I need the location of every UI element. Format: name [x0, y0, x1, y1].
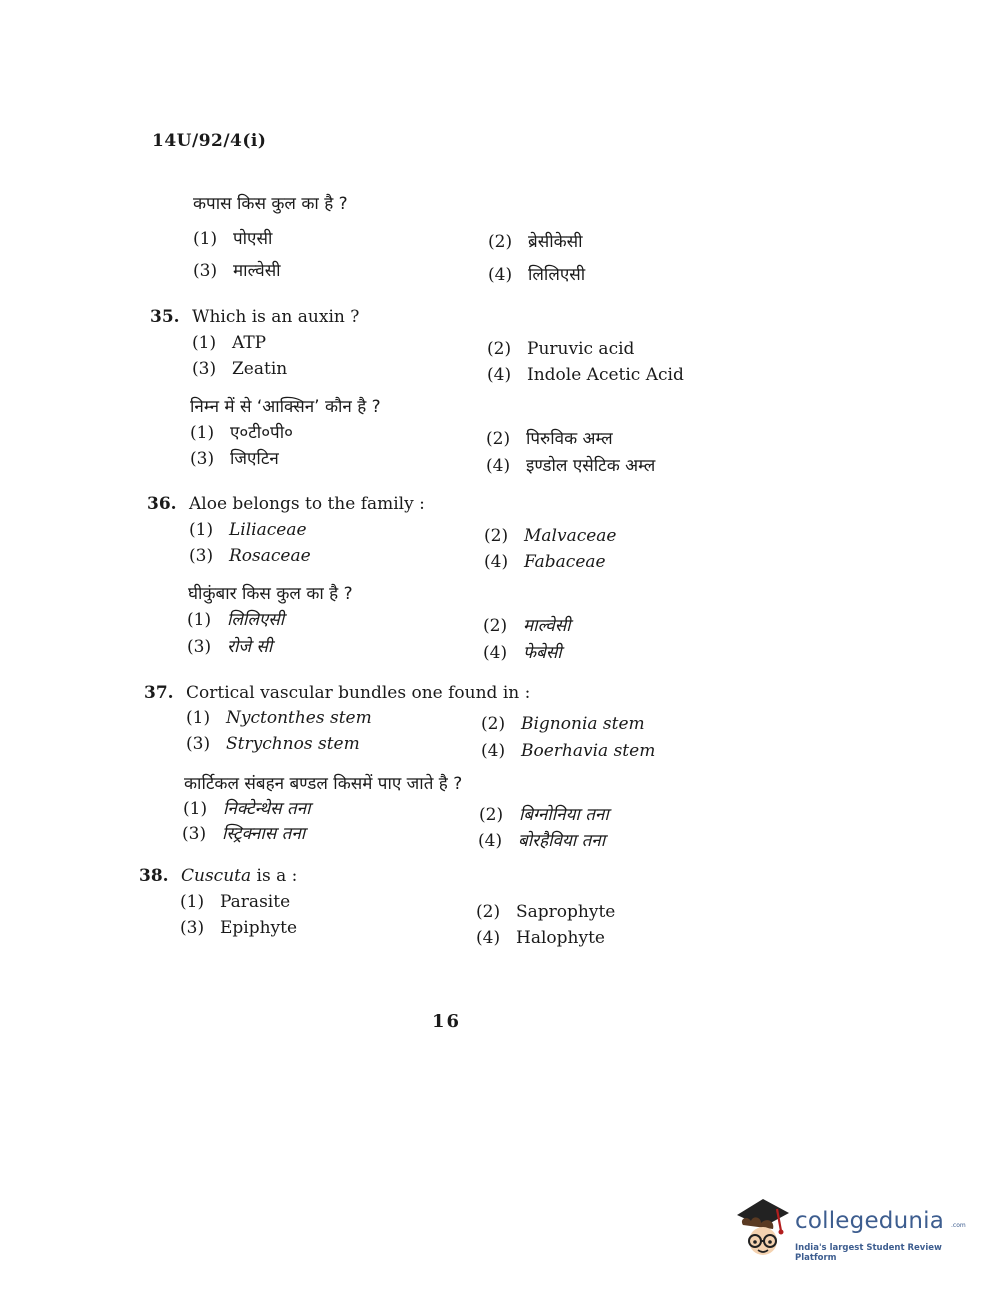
q37-hindi-option-4: (4) बोरहैविया तना — [478, 831, 606, 851]
q38-text: 38. Cuscuta is a : — [139, 866, 298, 886]
graduate-mascot-icon — [733, 1195, 793, 1267]
q36-hindi-option-1: (1) लिलिएसी — [187, 610, 285, 630]
q35-text: 35. Which is an auxin ? — [150, 307, 360, 327]
q35-hindi-option-1: (1) ए०टी०पी० — [190, 423, 293, 443]
q36-option-1: (1) Liliaceae — [189, 520, 307, 540]
q36-hindi-option-3: (3) रोजे सी — [187, 637, 273, 657]
q38-option-4: (4) Halophyte — [476, 928, 605, 948]
collegedunia-domain-suffix: .com — [951, 1222, 966, 1229]
q37-hindi-option-2: (2) बिग्नोनिया तना — [479, 805, 609, 825]
q36-text: 36. Aloe belongs to the family : — [147, 494, 425, 514]
q36-hindi-option-4: (4) फेबेसी — [483, 643, 562, 663]
collegedunia-watermark — [733, 1195, 966, 1267]
q37-option-1: (1) Nyctonthes stem — [186, 708, 372, 728]
paper-code: 14U/92/4(i) — [152, 131, 267, 151]
collegedunia-tagline: India's largest Student Review Platform — [795, 1243, 942, 1263]
q37-hindi-text: कार्टिकल संबहन बण्डल किसमें पाए जाते है ? — [184, 774, 463, 794]
q34-hindi-text: कपास किस कुल का है ? — [193, 194, 348, 214]
page-number: 16 — [432, 1011, 462, 1032]
q36-hindi-option-2: (2) माल्वेसी — [483, 616, 571, 636]
q35-hindi-option-2: (2) पिरुविक अम्ल — [486, 429, 613, 449]
q35-hindi-text: निम्न में से ‘आक्सिन’ कौन है ? — [190, 397, 381, 417]
q37-text: 37. Cortical vascular bundles one found in : — [144, 683, 531, 703]
q35-option-2: (2) Puruvic acid — [487, 339, 635, 359]
q35-option-4: (4) Indole Acetic Acid — [487, 365, 684, 385]
q34-hindi-option-4: (4) लिलिएसी — [488, 265, 586, 285]
q35-option-1: (1) ATP — [192, 333, 267, 353]
q37-hindi-option-3: (3) स्ट्रिक्नास तना — [182, 824, 306, 844]
q35-hindi-option-4: (4) इण्डोल एसेटिक अम्ल — [486, 456, 656, 476]
q36-option-2: (2) Malvaceae — [484, 526, 617, 546]
q34-hindi-option-2: (2) ब्रेसीकेसी — [488, 232, 583, 252]
q36-option-4: (4) Fabaceae — [484, 552, 606, 572]
q38-option-3: (3) Epiphyte — [180, 918, 298, 938]
q37-option-4: (4) Boerhavia stem — [481, 741, 656, 761]
q35-option-3: (3) Zeatin — [192, 359, 288, 379]
q37-hindi-option-1: (1) निक्टेन्थेस तना — [183, 799, 311, 819]
q37-option-2: (2) Bignonia stem — [481, 714, 645, 734]
q36-hindi-text: घीकुंबार किस कुल का है ? — [188, 584, 353, 604]
collegedunia-wordmark: collegedunia — [795, 1208, 945, 1234]
q38-option-1: (1) Parasite — [180, 892, 291, 912]
q38-option-2: (2) Saprophyte — [476, 902, 616, 922]
q34-hindi-option-1: (1) पोएसी — [193, 229, 273, 249]
q34-hindi-option-3: (3) माल्वेसी — [193, 261, 281, 281]
q37-option-3: (3) Strychnos stem — [186, 734, 360, 754]
q36-option-3: (3) Rosaceae — [189, 546, 311, 566]
q35-hindi-option-3: (3) जिएटिन — [190, 449, 279, 469]
